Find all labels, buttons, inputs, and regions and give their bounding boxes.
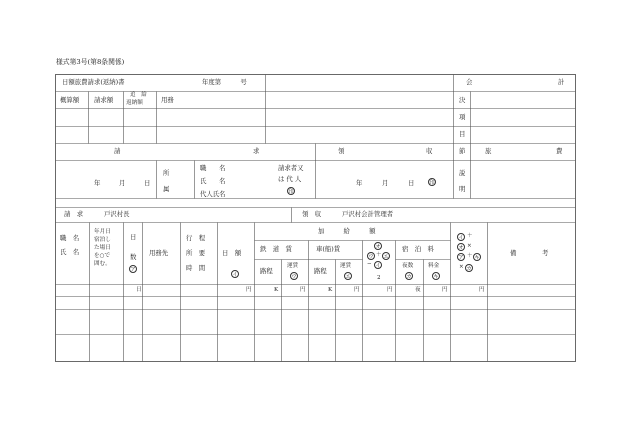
total-times-1: × [467, 243, 472, 249]
claimant-label-2: は 代 人 [278, 175, 302, 183]
name-label: 氏 名 [200, 177, 226, 185]
mark-ka-total: カ [466, 266, 472, 272]
formula-minus: − [367, 261, 372, 267]
fiscal-year-number: 年度第 号 [202, 78, 247, 86]
travel-label-1: 旅 [485, 147, 492, 155]
col-lodging: 宿 泊 料 [402, 245, 434, 253]
col-time: 時 間 [186, 264, 206, 272]
unit-daily-yen: 円 [246, 287, 252, 293]
request-label-1: 請 [114, 147, 121, 155]
col-estimated-amount: 概算額 [60, 96, 80, 104]
col-date-3: た場日 [94, 245, 111, 251]
request-bar-label: 請 求 [64, 210, 84, 218]
mark-o-formula: オ [375, 244, 381, 250]
col-railway-fare: 運賃 [287, 263, 299, 269]
col-days-1: 日 [130, 233, 137, 241]
col-fee: 料金 [428, 263, 440, 269]
unit-railway-yen: 円 [300, 287, 306, 293]
col-route: 行 程 [186, 234, 206, 242]
form-title: 日額旅費請求(返納)書 [62, 78, 125, 86]
receipt-month: 月 [382, 179, 389, 187]
mark-i-daily: イ [232, 272, 238, 278]
claimant-label-1: 請求者又 [278, 164, 304, 172]
col-requested-amount: 請求額 [94, 96, 114, 104]
total-plus-1: ＋ [467, 233, 473, 239]
col-business: 用務 [161, 96, 174, 104]
mark-u-railway: ウ [291, 274, 297, 280]
col-date-2: 宿泊し [94, 237, 111, 243]
affiliation-label-1: 所 [163, 169, 170, 177]
total-plus-2: ＋ [467, 253, 473, 259]
side-item: 項 [459, 113, 466, 121]
mark-o-total: オ [458, 245, 464, 251]
col-additional-amount: 加 給 額 [318, 227, 376, 235]
receipt-year: 年 [356, 179, 363, 187]
request-bar-name: 戸沢村長 [104, 210, 130, 218]
request-day: 日 [144, 179, 151, 187]
unit-ship-km: K [328, 287, 333, 293]
mark-i-formula: イ [375, 263, 381, 269]
form-number: 様式第3号(第8条関係) [56, 58, 125, 66]
unit-days: 日 [136, 287, 142, 293]
mark-e-formula: エ [383, 254, 389, 260]
request-year: 年 [94, 179, 101, 187]
mark-a-days: ア [130, 267, 136, 273]
formula-divisor: 2 [377, 275, 381, 281]
col-date-4: を○で [94, 253, 111, 259]
receipt-label-2: 収 [426, 147, 433, 155]
position-label: 職 名 [200, 164, 226, 172]
col-position: 職 名 [60, 234, 80, 242]
col-date-5: 囲む。 [94, 261, 111, 267]
side-subitem: 目 [459, 130, 466, 138]
col-additional-label: 追 給 [130, 92, 147, 98]
mark-ki-total: キ [474, 255, 480, 261]
accounting-label-2: 計 [558, 78, 565, 86]
unit-railway-km: K [274, 287, 279, 293]
col-nights: 夜数 [402, 263, 414, 269]
receipt-seal-mark: 印 [429, 180, 435, 186]
request-month: 月 [119, 179, 126, 187]
side-settlement: 決 [459, 96, 466, 104]
unit-formula-yen: 円 [387, 287, 393, 293]
request-label-2: 求 [253, 147, 260, 155]
seal-mark: 印 [288, 189, 294, 195]
col-date-1: 年月日 [94, 229, 111, 235]
col-ship-fare: 運賃 [340, 263, 352, 269]
col-destination: 用務先 [149, 249, 169, 257]
mark-e-ship: エ [345, 274, 351, 280]
col-daily-amount: 日 額 [222, 249, 242, 257]
col-vehicle-ship: 車(船)賃 [316, 245, 341, 253]
mark-ki-fee: キ [433, 274, 439, 280]
col-days-2: 数 [130, 253, 137, 261]
mark-ka-nights: カ [406, 274, 412, 280]
col-railway: 鉄 道 賃 [260, 245, 292, 253]
col-remarks: 備 考 [510, 249, 549, 257]
receipt-bar-name: 戸沢村会計管理者 [342, 210, 394, 218]
mark-a-total: ア [458, 255, 464, 261]
unit-ship-yen: 円 [354, 287, 360, 293]
accounting-label-1: 会 [466, 78, 473, 86]
receipt-day: 日 [408, 179, 415, 187]
col-refund-label: 返納額 [126, 100, 143, 106]
description-label-1: 説 [459, 169, 466, 177]
unit-fee-yen: 円 [442, 287, 448, 293]
description-label-2: 明 [459, 185, 466, 193]
total-times-2: × [459, 264, 464, 270]
receipt-label-1: 領 [338, 147, 345, 155]
formula-plus-1: ＋ [376, 252, 382, 258]
proxy-name-label: 代人氏名 [200, 190, 226, 198]
col-ship-distance: 路程 [314, 267, 327, 275]
receipt-bar-label: 領 収 [302, 210, 322, 218]
unit-total-yen: 円 [479, 287, 485, 293]
unit-nights: 夜 [415, 287, 421, 293]
col-required: 所 要 [186, 249, 206, 257]
mark-i-total: イ [458, 235, 464, 241]
affiliation-label-2: 属 [163, 185, 170, 193]
section-label: 節 [459, 147, 466, 155]
col-name: 氏 名 [60, 248, 80, 256]
col-railway-distance: 路程 [260, 267, 273, 275]
travel-label-2: 費 [556, 147, 563, 155]
mark-u-formula: ウ [368, 254, 374, 260]
